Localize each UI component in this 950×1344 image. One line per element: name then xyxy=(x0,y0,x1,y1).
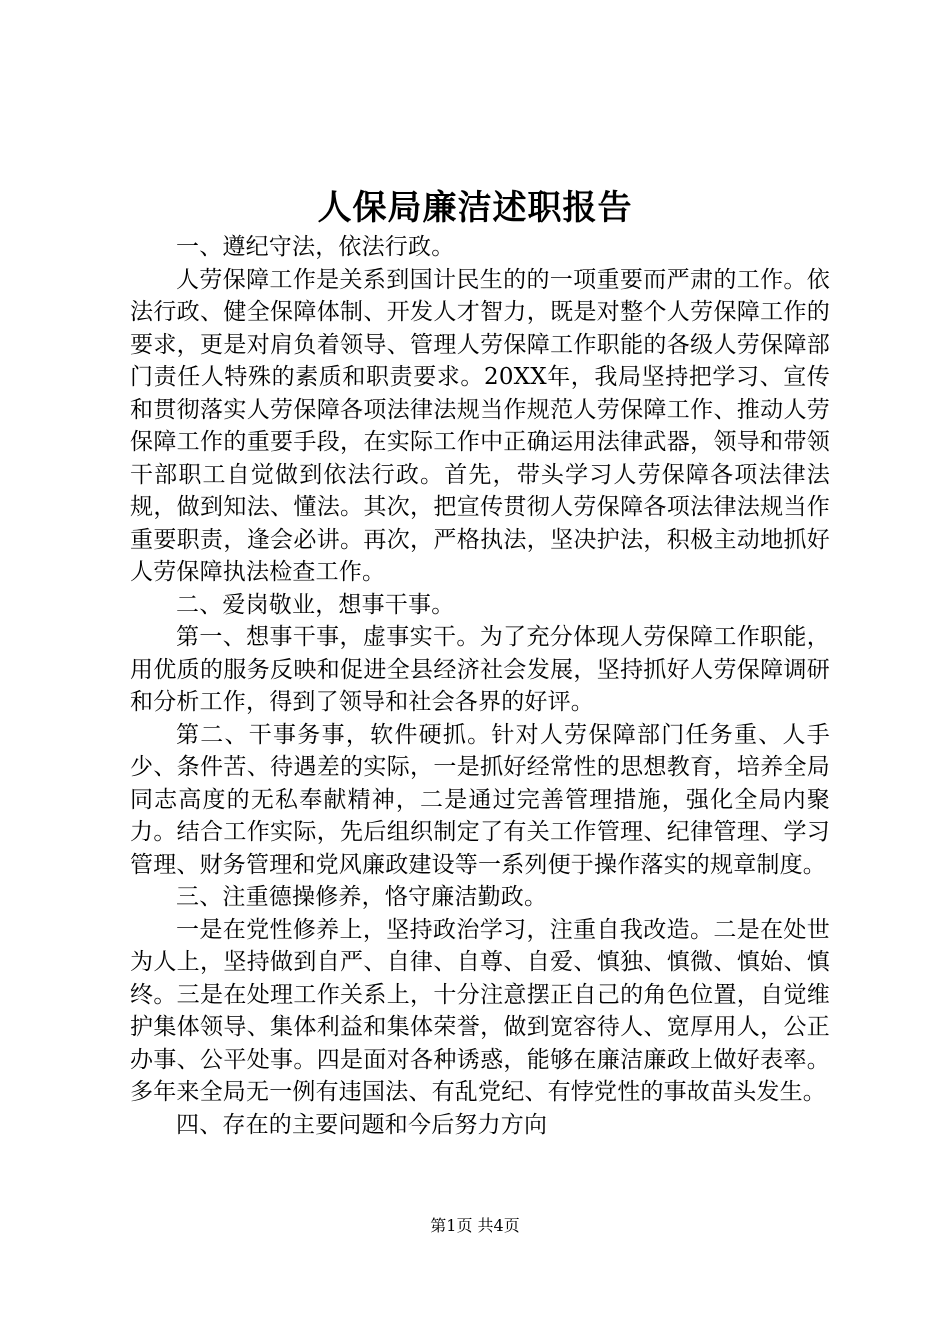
paragraph-4: 一是在党性修养上，坚持政治学习，注重自我改造。二是在处世为人上，坚持做到自严、自律、自尊、自爱、慎独、慎微、慎始、慎终。三是在处理工作关系上，十分注意摆正自己的角色位置，自觉维护集体领导、集体利益和集体荣誉，做到宽容待人、宽厚用人，公正办事、公平处事。四是面对各种诱惑，能够在廉洁廉政上做好表率。多年来全局无一例有违国法、有乱党纪、有悖党性的事故苗头发生。 xyxy=(130,916,830,1105)
paragraph-3: 第二、干事务事，软件硬抓。针对人劳保障部门任务重、人手少、条件苦、待遇差的实际，一是抓好经常性的思想教育，培养全局同志高度的无私奉献精神，二是通过完善管理措施，强化全局内聚力。结合工作实际，先后组织制定了有关工作管理、纪律管理、学习管理、财务管理和党风廉政建设等一系列便于操作落实的规章制度。 xyxy=(130,721,830,878)
paragraph-1: 人劳保障工作是关系到国计民生的的一项重要而严肃的工作。依法行政、健全保障体制、开发人才智力，既是对整个人劳保障工作的要求，更是对肩负着领导、管理人劳保障工作职能的各级人劳保障部门责任人特殊的素质和职责要求。20XX年，我局坚持把学习、宣传和贯彻落实人劳保障各项法律法规当作规范人劳保障工作、推动人劳保障工作的重要手段，在实际工作中正确运用法律武器，领导和带领干部职工自觉做到依法行政。首先，带头学习人劳保障各项法律法规，做到知法、懂法。其次，把宣传贯彻人劳保障各项法律法规当作重要职责，逢会必讲。再次，严格执法，坚决护法，积极主动地抓好人劳保障执法检查工作。 xyxy=(130,266,830,585)
document-title: 人保局廉洁述职报告 xyxy=(317,188,633,228)
section-heading-3: 三、注重德操修养，恪守廉洁勤政。 xyxy=(176,884,548,910)
section-heading-1: 一、遵纪守法，依法行政。 xyxy=(176,234,455,260)
paragraph-2: 第一、想事干事，虚事实干。为了充分体现人劳保障工作职能，用优质的服务反映和促进全县经济社会发展，坚持抓好人劳保障调研和分析工作，得到了领导和社会各界的好评。 xyxy=(130,624,830,715)
document-body xyxy=(130,231,830,1141)
page-number-footer: 第1页 共4页 xyxy=(430,1216,520,1235)
section-heading-2: 二、爱岗敬业，想事干事。 xyxy=(176,591,455,618)
section-heading-4: 四、存在的主要问题和今后努力方向 xyxy=(176,1111,548,1138)
